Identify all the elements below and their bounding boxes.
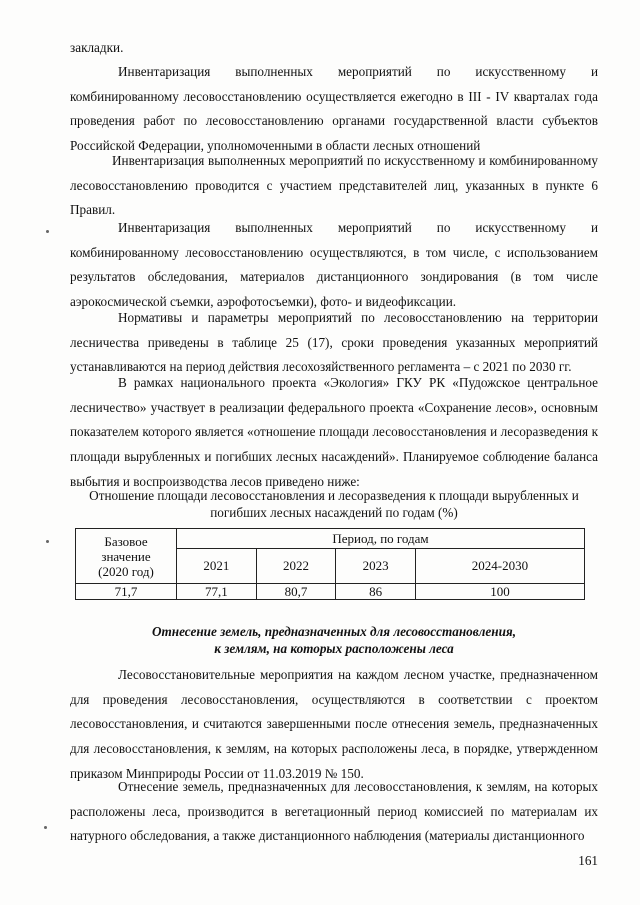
paragraph-norms: Нормативы и параметры мероприятий по лесовосстановлению на территории лесничества приведены в таблице 25 (17), сроки проведения указанных мероприятий устанавливаются на период действия лесохозяйственного регламента – с 2021 по 2030 гг. — [70, 310, 598, 375]
table-cell: 100 — [415, 584, 584, 600]
paragraph-inventory-methods: Инвентаризация выполненных мероприятий по искусственному и комбинированному лесовосстановлению осуществляются, в том числе, с использованием результатов обследования, материалов дистанционного зондирования (в том числе аэрокосмической съемки, аэрофотосъемки), фото- и видеофиксации. — [70, 220, 598, 310]
paragraph-inventory-participants: Инвентаризация выполненных мероприятий по искусственному и комбинированному лесовосстановлению проводится с участием представителей лиц, указанных в пункте 6 Правил. — [70, 153, 598, 218]
section-heading — [70, 623, 598, 657]
scan-speck — [46, 540, 49, 543]
header-period: Период, по годам — [177, 529, 585, 549]
paragraph-inventory-schedule: Инвентаризация выполненных мероприятий по искусственному и комбинированному лесовосстановлению осуществляется ежегодно в III - IV кварталах года проведения работ по лесовосстановлению органами государственной власти субъектов Российской Федерации, уполномоченными в области лесных отношений — [70, 64, 598, 154]
table-title-line: Отношение площади лесовосстановления и лесоразведения к площади вырубленных и — [89, 488, 579, 503]
scan-speck — [44, 826, 47, 829]
paragraph-fragment: закладки. — [70, 40, 124, 55]
paragraph-land-assignment: Отнесение земель, предназначенных для лесовосстановления, к землям, на которых расположены леса, производится в вегетационный период комиссией по материалам их натурного обследования, а также дистанционного наблюдения (материалы дистанционного — [70, 779, 598, 844]
header-base-value — [76, 529, 177, 584]
paragraph-national-project: В рамках национального проекта «Экология» ГКУ РК «Пудожское центральное лесничество» участвует в реализации федерального проекта «Сохранение лесов», основным показателем которого является «отношение площади лесовосстановления и лесоразведения к площади вырубленных и погибших лесных насаждений». Планируемое соблюдение баланса выбытия и воспроизводства лесов приведено ниже: — [70, 375, 598, 489]
header-year: 2023 — [336, 549, 416, 584]
table-cell: 80,7 — [256, 584, 336, 600]
table-cell: 71,7 — [76, 584, 177, 600]
table-cell: 86 — [336, 584, 416, 600]
section-heading-line: к землям, на которых расположены леса — [214, 641, 454, 656]
page-number: 161 — [578, 853, 598, 868]
table-title — [70, 487, 598, 521]
header-year: 2021 — [177, 549, 257, 584]
header-base-line: значение — [101, 548, 151, 564]
table-cell: 77,1 — [177, 584, 257, 600]
section-heading-line: Отнесение земель, предназначенных для лесовосстановления, — [152, 624, 516, 639]
header-base-line: Базовое — [104, 533, 148, 549]
header-year: 2024-2030 — [415, 549, 584, 584]
header-base-line: (2020 год) — [98, 563, 154, 579]
scan-speck — [46, 230, 49, 233]
table-title-line: погибших лесных насаждений по годам (%) — [210, 505, 458, 520]
ratio-table — [75, 528, 585, 600]
paragraph-completion: Лесовосстановительные мероприятия на каждом лесном участке, предназначенном для проведения лесовосстановления, осуществляются в соответствии с проектом лесовосстановления, и считаются завершенными после отнесения земель, предназначенных для лесовосстановления, к землям, на которых расположены леса, в порядке, утвержденном приказом Минприроды России от 11.03.2019 № 150. — [70, 667, 598, 781]
header-year: 2022 — [256, 549, 336, 584]
